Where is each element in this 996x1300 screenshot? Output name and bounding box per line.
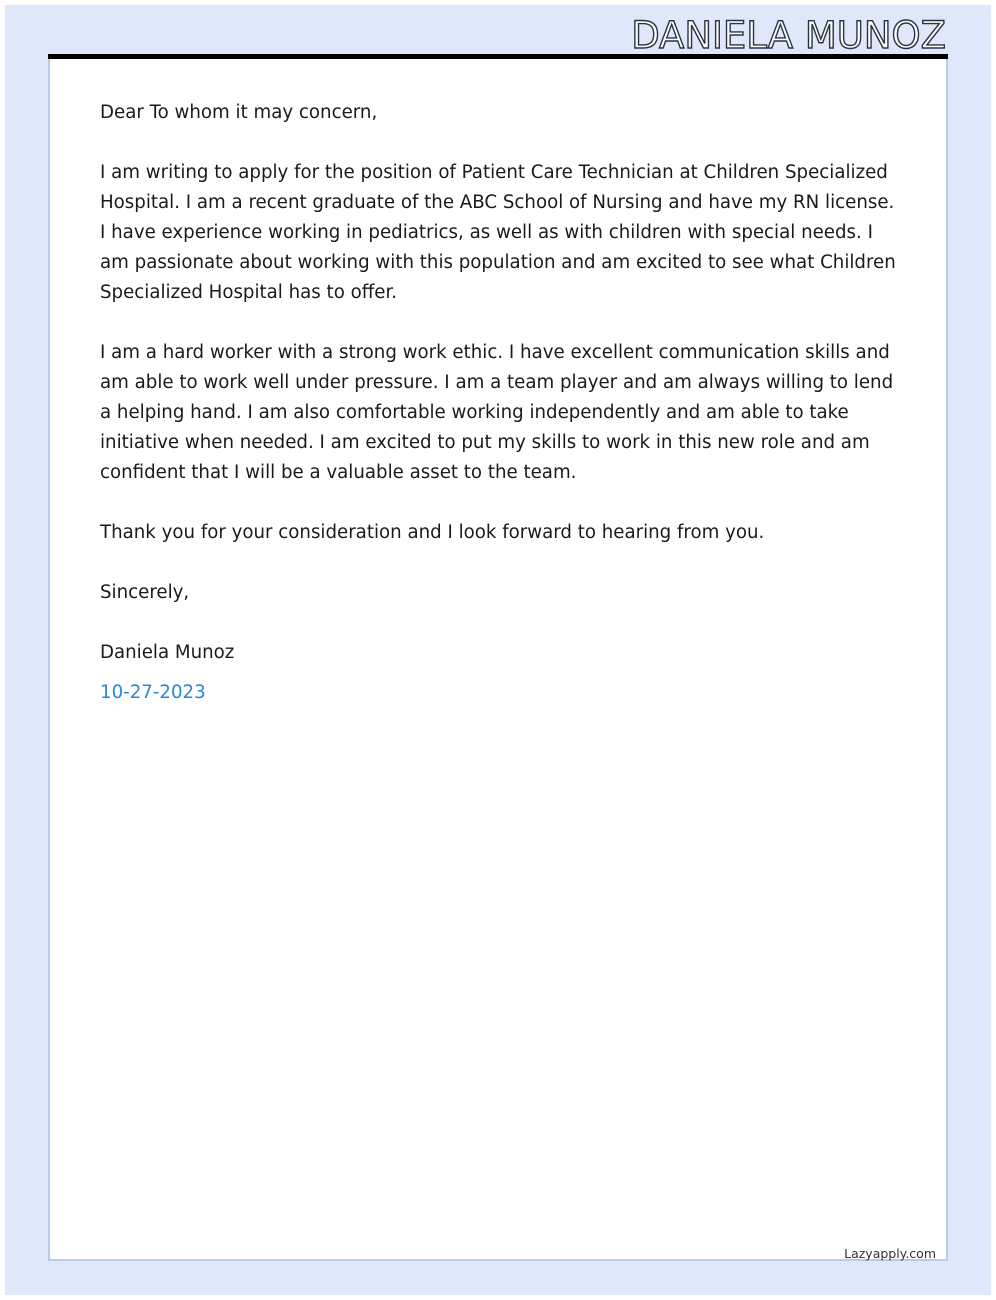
letter-date: 10-27-2023 <box>100 682 206 703</box>
paragraph-2: I am a hard worker with a strong work ethic. I have excellent communication skills and am able to work well under pressure. I am a team player and am always willing to lend a helping hand. I am also comfortable working independently and am able to take initiative when needed. I am excited to put my skills to work in this new role and am confident that I will be a valuable asset to the team. <box>100 342 894 483</box>
applicant-name-header: DANIELA MUNOZ <box>631 14 946 57</box>
signature-name: Daniela Munoz <box>100 642 235 663</box>
salutation: Dear To whom it may concern, <box>100 102 378 123</box>
paragraph-3: Thank you for your consideration and I look forward to hearing from you. <box>100 522 765 543</box>
footer-brand: Lazyapply.com <box>844 1246 936 1261</box>
paragraph-1: I am writing to apply for the position of Patient Care Technician at Children Specialized Hospital. I am a recent graduate of the ABC School of Nursing and have my RN license. I have experience working in pediatrics, as well as with children with special needs. I am passionate about working with this population and am excited to see what Children Specialized Hospital has to offer. <box>100 162 896 303</box>
letter-body <box>100 98 896 738</box>
closing: Sincerely, <box>100 582 190 603</box>
